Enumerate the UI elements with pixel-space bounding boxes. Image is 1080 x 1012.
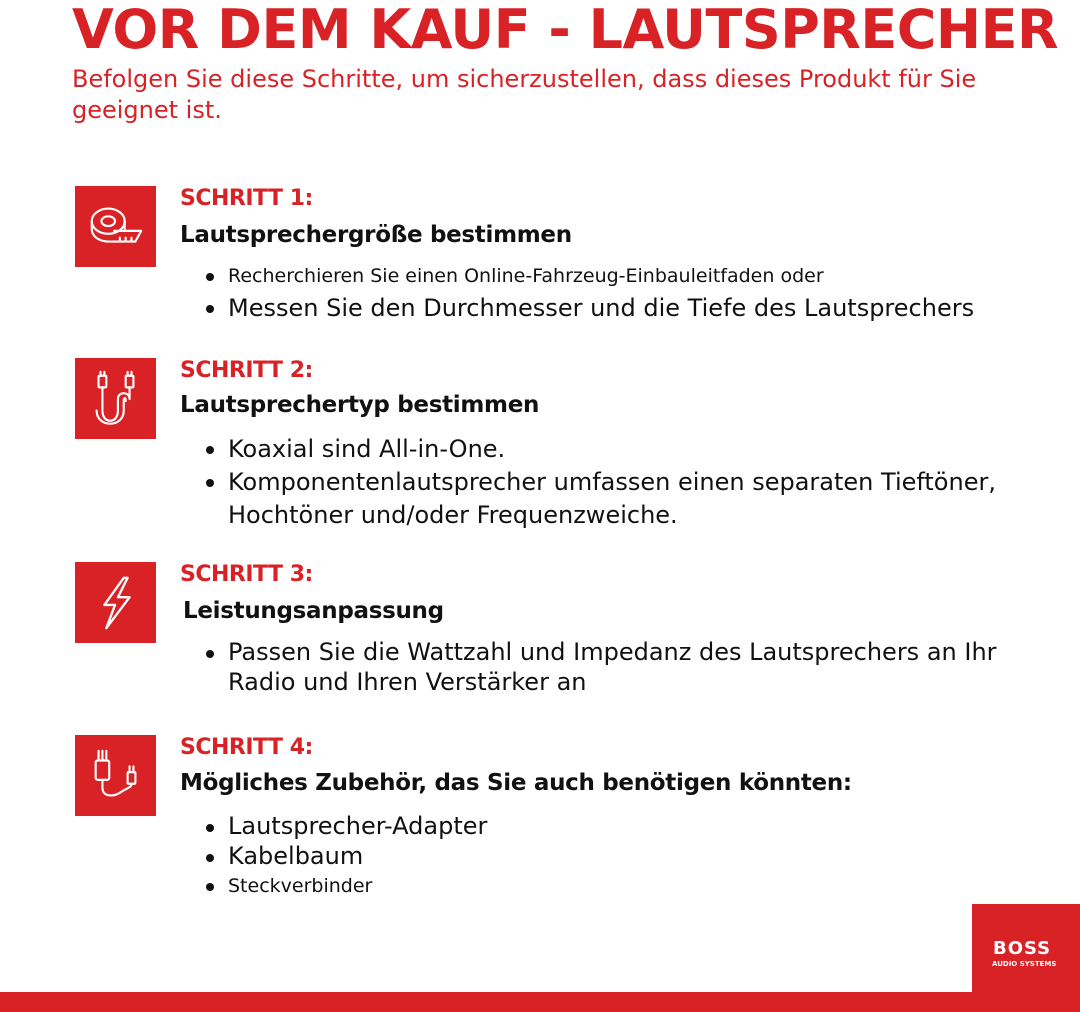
step-1-heading: Lautsprechergröße bestimmen (180, 222, 572, 248)
step-4-label: SCHRITT 4: (180, 735, 313, 760)
bullet-dot-icon (206, 883, 214, 891)
list-item: Passen Sie die Wattzahl und Impedanz des Lautsprechers an Ihr Radio und Ihren Verstärker an (204, 637, 1064, 697)
page-subtitle: Befolgen Sie diese Schritte, um sicherzustellen, dass dieses Produkt für Sie geeignet ist. (72, 65, 977, 124)
connector-plug-icon (75, 735, 156, 816)
list-item: Komponentenlautsprecher umfassen einen separaten Tieftöner, Hochtöner und/oder Frequenzweiche. (204, 466, 1048, 532)
list-item: Kabelbaum (204, 841, 487, 871)
list-item: Koaxial sind All-in-One. (204, 433, 1048, 466)
list-item: Messen Sie den Durchmesser und die Tiefe des Lautsprechers (204, 292, 974, 325)
step-1-label: SCHRITT 1: (180, 186, 313, 211)
bullet-dot-icon (206, 446, 214, 454)
bullet-dot-icon (206, 854, 214, 862)
step-3-label: SCHRITT 3: (180, 562, 313, 587)
bullet-dot-icon (206, 824, 214, 832)
step-2-bullets (204, 433, 1048, 532)
bullet-dot-icon (206, 479, 214, 487)
list-item: Steckverbinder (204, 871, 487, 901)
bottom-accent-bar (0, 992, 1080, 1012)
bullet-dot-icon (206, 305, 214, 313)
bullet-dot-icon (206, 650, 214, 658)
step-3-heading: Leistungsanpassung (183, 598, 444, 624)
lightning-bolt-icon (75, 562, 156, 643)
step-4-bullets (204, 811, 487, 901)
step-2-heading: Lautsprechertyp bestimmen (180, 392, 540, 418)
rca-cable-icon (75, 358, 156, 439)
measuring-tape-icon (75, 186, 156, 267)
step-1-bullets (204, 261, 974, 325)
step-3-bullets (204, 637, 1064, 697)
step-2-label: SCHRITT 2: (180, 358, 313, 383)
list-item: Lautsprecher-Adapter (204, 811, 487, 841)
page-title: VOR DEM KAUF - LAUTSPRECHER (72, 0, 1059, 61)
brand-logo-tagline: AUDIO SYSTEMS (992, 960, 1057, 968)
bullet-dot-icon (206, 273, 214, 281)
list-item: Recherchieren Sie einen Online-Fahrzeug-Einbauleitfaden oder (204, 261, 974, 291)
step-4-heading: Mögliches Zubehör, das Sie auch benötigen könnten: (180, 770, 852, 796)
brand-logo-text: BOSS (993, 938, 1052, 959)
